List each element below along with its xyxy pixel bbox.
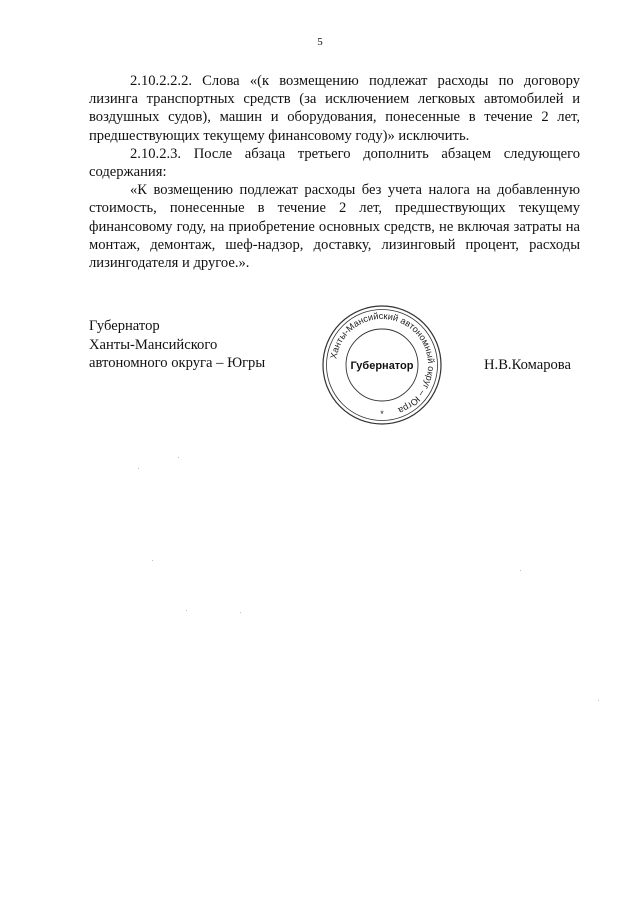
official-seal-stamp xyxy=(320,303,444,427)
signature-title-line: Ханты-Мансийского xyxy=(89,336,218,353)
signature-title-line: Губернатор xyxy=(89,318,160,334)
scan-speck xyxy=(598,700,599,701)
seal-star: * xyxy=(380,409,384,419)
page-number: 5 xyxy=(317,36,323,48)
signature-title xyxy=(89,317,265,373)
scan-speck xyxy=(520,570,521,571)
seal-ring-text: Ханты-Мансийский автономный округ – Югра xyxy=(328,310,437,416)
scan-speck xyxy=(152,560,153,561)
paragraph-quoted-addition: «К возмещению подлежат расходы без учета налога на добавленную стоимость, понесенные в течение 2 лет, предшествующих текущему финансовому году, на приобретение основных средств, не включая затраты на монтаж, демонтаж, шеф-надзор, доставку, лизинговый процент, расходы лизингодателя и другое.». xyxy=(89,182,580,272)
seal-center-text: Губернатор xyxy=(350,360,414,372)
scan-speck xyxy=(240,612,241,613)
signer-name: Н.В.Комарова xyxy=(484,357,571,373)
paragraph-2-10-2-2-2: 2.10.2.2.2. Слова «(к возмещению подлежат расходы по договору лизинга транспортных средств (за исключением легковых автомобилей и воздушных судов), машин и оборудования, понесенные в течение 2 лет, предшествующих текущему финансовому году)» исключить. xyxy=(89,73,580,144)
scan-speck xyxy=(138,468,139,469)
scan-speck xyxy=(186,610,187,611)
paragraph-2-10-2-3: 2.10.2.3. После абзаца третьего дополнить абзацем следующего содержания: xyxy=(89,145,580,181)
scan-speck xyxy=(178,457,179,458)
signature-title-line: автономного округа – Югры xyxy=(89,355,266,371)
document-body xyxy=(89,72,580,272)
